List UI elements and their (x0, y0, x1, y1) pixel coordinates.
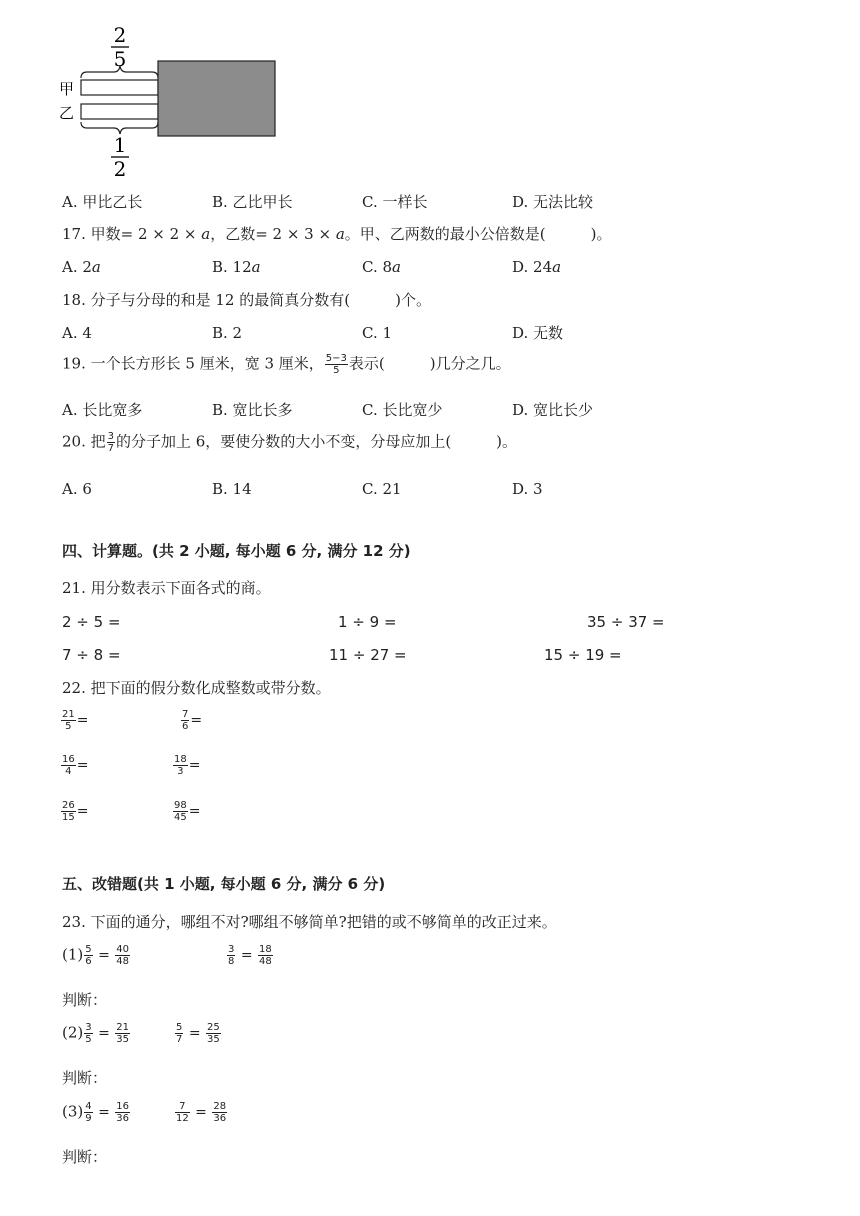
q16-option-b: B. 乙比甲长 (212, 193, 293, 211)
q19-text (62, 353, 511, 376)
q20-option-a: A. 6 (62, 480, 92, 498)
q23-group-1-b: $\frac{3}{8}$ = $\frac{18}{48}$ (228, 944, 272, 967)
q18-option-c: C. 1 (362, 324, 393, 342)
q17-option-a: A. 2𝑎 (62, 258, 101, 276)
q23-group-2-a: (2) $\frac{3}{5}$ = $\frac{21}{35}$ (62, 1022, 129, 1045)
q21-item: 35 ÷ 37 = (587, 613, 665, 631)
q20-option-d: D. 3 (512, 480, 543, 498)
q21-item: 11 ÷ 27 = (329, 646, 407, 664)
q20-prefix: 20. 把 (62, 432, 106, 451)
section-5-title: 五、改错题(共 1 小题, 每小题 6 分, 满分 6 分) (62, 875, 386, 893)
q20-option-b: B. 14 (212, 480, 252, 498)
strip-yi (81, 104, 158, 119)
q22-item: $\frac{26}{15}$ = (62, 800, 89, 823)
bottom-fraction-numerator: 1 (113, 133, 127, 157)
q22-item: $\frac{7}{6}$ = (182, 709, 203, 732)
q23-judge-3: 判断： (62, 1148, 108, 1166)
q19-option-d: D. 宽比长少 (512, 401, 594, 419)
q23-group-2-b: $\frac{5}{7}$ = $\frac{25}{35}$ (176, 1022, 220, 1045)
label-jia: 甲 (59, 80, 75, 98)
q19-suffix: 表示( )几分之几。 (348, 354, 511, 373)
q22-item: $\frac{18}{3}$ = (174, 754, 201, 777)
q20-text (62, 431, 517, 454)
q20-frac-num: 3 (107, 431, 114, 442)
q18-option-d: D. 无数 (512, 324, 564, 342)
q20-suffix: 的分子加上 6，要使分数的大小不变，分母应加上( )。 (116, 432, 518, 451)
q16-option-c: C. 一样长 (362, 193, 428, 211)
q23-group-3-b: $\frac{7}{12}$ = $\frac{28}{36}$ (176, 1101, 227, 1124)
top-brace (81, 66, 158, 78)
q23-group-3-a: (3) $\frac{4}{9}$ = $\frac{16}{36}$ (62, 1101, 129, 1124)
q20-option-c: C. 21 (362, 480, 402, 498)
label-yi: 乙 (59, 104, 75, 122)
q22-item: $\frac{21}{5}$ = (62, 709, 89, 732)
q21-item: 7 ÷ 8 = (62, 646, 121, 664)
q19-option-a: A. 长比宽多 (62, 401, 143, 419)
q16-option-a: A. 甲比乙长 (62, 193, 143, 211)
gray-block (158, 61, 275, 136)
q20-fraction (107, 431, 115, 454)
strip-jia (81, 80, 158, 95)
q23-group-1-a: (1) $\frac{5}{6}$ = $\frac{40}{48}$ (62, 944, 129, 967)
section-4-title: 四、计算题。(共 2 小题, 每小题 6 分, 满分 12 分) (62, 542, 411, 560)
q19-frac-num: 5−3 (325, 353, 347, 364)
q19-frac-den: 5 (333, 365, 340, 376)
top-fraction-denominator: 5 (113, 47, 127, 71)
q23-judge-1: 判断： (62, 991, 108, 1009)
top-fraction-numerator: 2 (113, 26, 127, 47)
q21-item: 1 ÷ 9 = (338, 613, 397, 631)
q19-option-b: B. 宽比长多 (212, 401, 293, 419)
q22-item: $\frac{98}{45}$ = (174, 800, 201, 823)
q18-option-a: A. 4 (62, 324, 92, 342)
q22-text: 22. 把下面的假分数化成整数或带分数。 (62, 679, 331, 697)
q19-prefix: 19. 一个长方形长 5 厘米，宽 3 厘米， (62, 354, 324, 373)
q22-item: $\frac{16}{4}$ = (62, 754, 89, 777)
q19-fraction (325, 353, 348, 376)
q19-option-c: C. 长比宽少 (362, 401, 443, 419)
q17-option-c: C. 8𝑎 (362, 258, 401, 276)
q21-item: 15 ÷ 19 = (544, 646, 622, 664)
bottom-fraction-denominator: 2 (113, 157, 127, 178)
q21-item: 2 ÷ 5 = (62, 613, 121, 631)
fraction-diagram (56, 26, 286, 178)
q16-option-d: D. 无法比较 (512, 193, 594, 211)
q20-frac-den: 7 (107, 443, 114, 454)
q17-option-d: D. 24𝑎 (512, 258, 562, 276)
q23-text: 23. 下面的通分，哪组不对?哪组不够简单?把错的或不够简单的改正过来。 (62, 913, 557, 931)
q23-judge-2: 判断： (62, 1069, 108, 1087)
q18-text: 18. 分子与分母的和是 12 的最简真分数有( )个。 (62, 291, 431, 309)
q21-text: 21. 用分数表示下面各式的商。 (62, 579, 271, 597)
q17-text: 17. 甲数= 2 × 2 × 𝑎，乙数= 2 × 3 × 𝑎。甲、乙两数的最小公倍数是( )。 (62, 225, 612, 243)
q17-option-b: B. 12𝑎 (212, 258, 261, 276)
q18-option-b: B. 2 (212, 324, 243, 342)
